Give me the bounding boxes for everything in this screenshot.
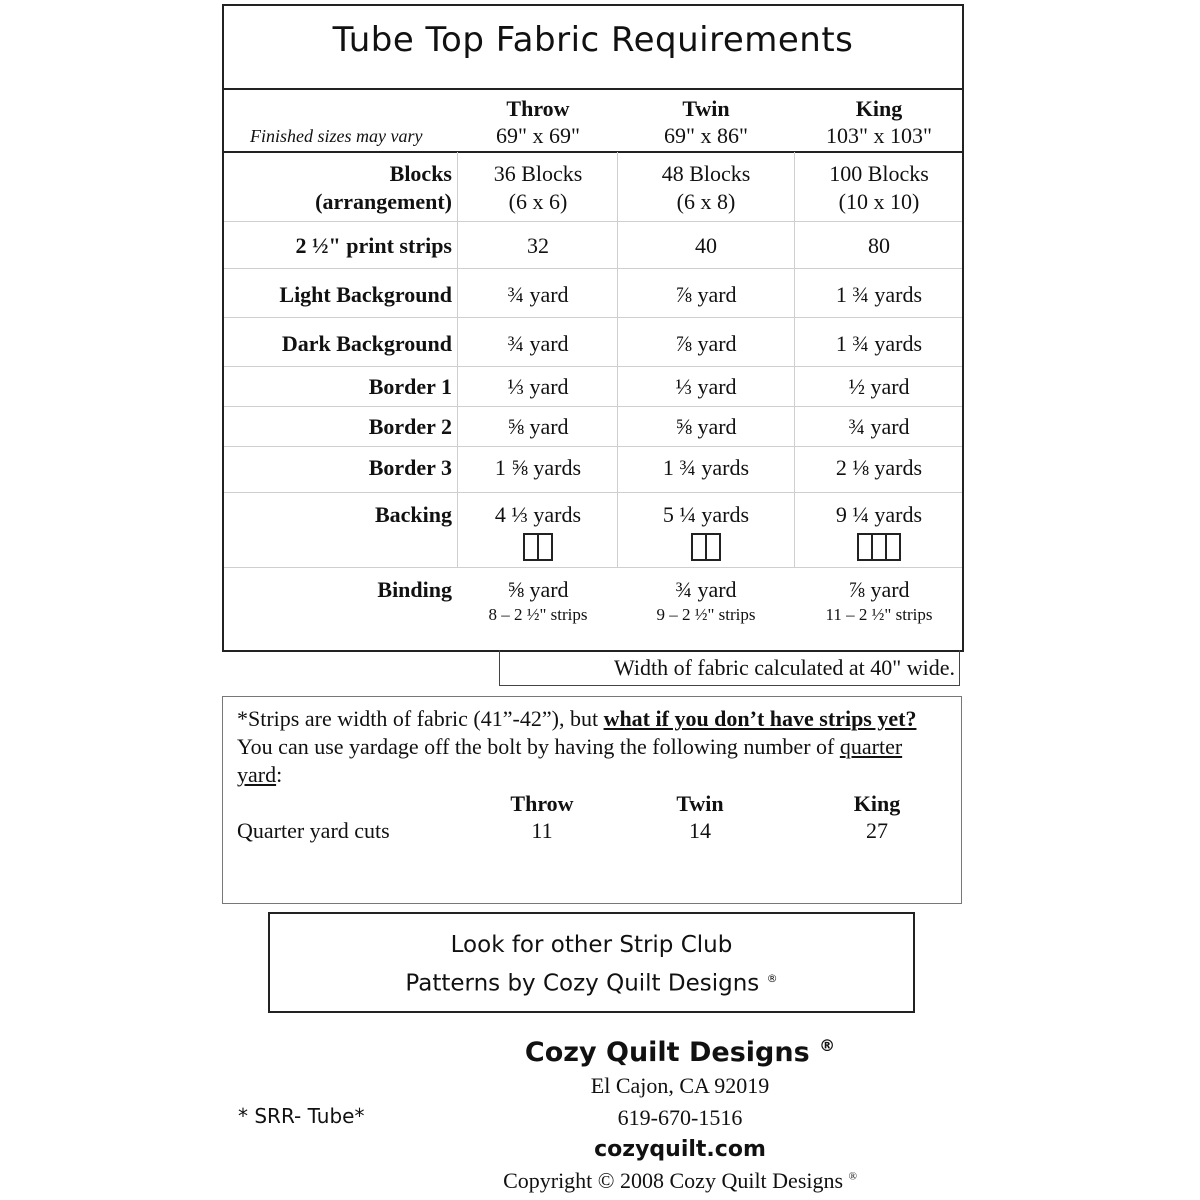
row-dark-background: [224, 318, 962, 367]
cell-line: (10 x 10): [838, 189, 920, 214]
row-border-3: [224, 447, 962, 493]
cell-king: 1 ¾ yards: [835, 282, 923, 307]
width-note: Width of fabric calculated at 40" wide.: [499, 650, 960, 686]
company-website: cozyquilt.com: [594, 1137, 766, 1162]
row-label: Border 1: [368, 374, 452, 399]
fabric-requirements-table: [222, 4, 964, 652]
cell-throw: [453, 501, 623, 566]
column-header-throw: [453, 95, 623, 149]
cell-king: 2 ⅛ yards: [835, 455, 923, 480]
row-label: [224, 160, 452, 216]
note-text: :: [276, 762, 283, 787]
cell-twin: ⅞ yard: [675, 282, 737, 307]
cell-line: (6 x 6): [508, 189, 568, 214]
row-label-line: (arrangement): [315, 189, 452, 214]
look-for-text: Patterns by Cozy Quilt Designs: [405, 970, 760, 997]
copyright-text: Copyright © 2008 Cozy Quilt Designs: [503, 1168, 844, 1193]
cell-subline: 11 – 2 ½" strips: [825, 605, 933, 624]
cell-line: ¾ yard: [675, 577, 737, 602]
cell-king: ¾ yard: [848, 414, 910, 439]
cell-twin: ⅞ yard: [675, 331, 737, 356]
note-underline: quarter yard: [237, 734, 903, 787]
cell-throw: [453, 160, 623, 216]
quarter-header-throw: Throw: [510, 791, 574, 816]
two-panel-backing-icon: [691, 533, 721, 561]
strips-note-box: [222, 696, 962, 904]
finished-size-note: Finished sizes may vary: [250, 126, 423, 146]
cell-twin: ⅓ yard: [675, 374, 737, 399]
cell-throw: ⅓ yard: [507, 374, 569, 399]
row-light-background: [224, 269, 962, 318]
cell-king: [794, 576, 964, 626]
company-city: El Cajon, CA 92019: [590, 1073, 770, 1098]
column-name: Throw: [506, 96, 570, 121]
pattern-code: * SRR- Tube*: [238, 1104, 365, 1128]
cell-twin: ⅝ yard: [675, 414, 737, 439]
cell-subline: 8 – 2 ½" strips: [488, 605, 588, 624]
registered-mark: ®: [848, 1170, 857, 1183]
note-emphasis: what if you don’t have strips yet?: [603, 706, 917, 731]
column-name: King: [855, 96, 903, 121]
quarter-value-king: 27: [866, 818, 888, 843]
row-print-strips: [224, 222, 962, 269]
cell-line: 36 Blocks: [493, 161, 583, 186]
column-header-twin: [621, 95, 791, 149]
row-label: 2 ½" print strips: [295, 233, 452, 258]
cell-line: 4 ⅓ yards: [494, 502, 582, 527]
cell-line: ⅞ yard: [848, 577, 910, 602]
quarter-value-throw: 11: [531, 818, 553, 843]
title-band: [224, 6, 962, 90]
cell-line: (6 x 8): [676, 189, 736, 214]
cell-king: [794, 160, 964, 216]
cell-king: 1 ¾ yards: [835, 331, 923, 356]
column-size: 69" x 69": [496, 123, 580, 148]
column-size: 69" x 86": [664, 123, 748, 148]
cell-king: 80: [868, 233, 890, 258]
company-phone: 619-670-1516: [617, 1105, 743, 1130]
row-border-1: [224, 367, 962, 407]
look-for-box: [268, 912, 915, 1013]
cell-throw: 1 ⅝ yards: [494, 455, 582, 480]
cell-king: [794, 501, 964, 566]
company-text: Cozy Quilt Designs: [524, 1037, 810, 1068]
cell-line: 100 Blocks: [829, 161, 929, 186]
row-border-2: [224, 407, 962, 447]
row-blocks: [224, 152, 962, 222]
cell-line: ⅝ yard: [507, 577, 569, 602]
row-label: Border 2: [368, 414, 452, 439]
company-name: [480, 1036, 880, 1068]
quarter-header-twin: Twin: [676, 791, 724, 816]
copyright: [480, 1168, 880, 1194]
column-header-king: [794, 95, 964, 149]
row-label: Binding: [377, 577, 452, 602]
three-panel-backing-icon: [857, 533, 901, 561]
row-binding: [224, 568, 962, 648]
cell-twin: [621, 501, 791, 566]
row-label-line: Blocks: [389, 161, 452, 186]
quarter-value-twin: 14: [689, 818, 711, 843]
cell-king: ½ yard: [848, 374, 910, 399]
strips-note: [237, 705, 947, 789]
row-label: Border 3: [368, 455, 452, 480]
cell-line: 48 Blocks: [661, 161, 751, 186]
note-text: *Strips are width of fabric (41”-42”), but: [237, 706, 604, 731]
look-for-line: [270, 962, 913, 1001]
cell-throw: ⅝ yard: [507, 414, 569, 439]
note-text: You can use yardage off the bolt by having the following number of: [237, 734, 840, 759]
quarter-header-king: King: [853, 791, 901, 816]
row-backing: [224, 493, 962, 568]
cell-twin: 1 ¾ yards: [662, 455, 750, 480]
row-label: Dark Background: [281, 331, 452, 356]
cell-twin: 40: [695, 233, 717, 258]
page-title: Tube Top Fabric Requirements: [332, 20, 854, 60]
cell-throw: [453, 576, 623, 626]
cell-line: 5 ¼ yards: [662, 502, 750, 527]
quarter-yard-label: Quarter yard cuts: [237, 818, 390, 843]
cell-subline: 9 – 2 ½" strips: [656, 605, 756, 624]
look-for-line: Look for other Strip Club: [450, 932, 733, 958]
two-panel-backing-icon: [523, 533, 553, 561]
cell-throw: ¾ yard: [507, 331, 569, 356]
cell-twin: [621, 576, 791, 626]
cell-line: 9 ¼ yards: [835, 502, 923, 527]
row-label: Light Background: [279, 282, 452, 307]
cell-throw: ¾ yard: [507, 282, 569, 307]
row-label: Backing: [374, 502, 452, 527]
registered-mark: ®: [766, 972, 778, 985]
cell-throw: 32: [527, 233, 549, 258]
cell-twin: [621, 160, 791, 216]
column-name: Twin: [682, 96, 730, 121]
registered-mark: ®: [819, 1036, 836, 1055]
column-size: 103" x 103": [826, 123, 932, 148]
